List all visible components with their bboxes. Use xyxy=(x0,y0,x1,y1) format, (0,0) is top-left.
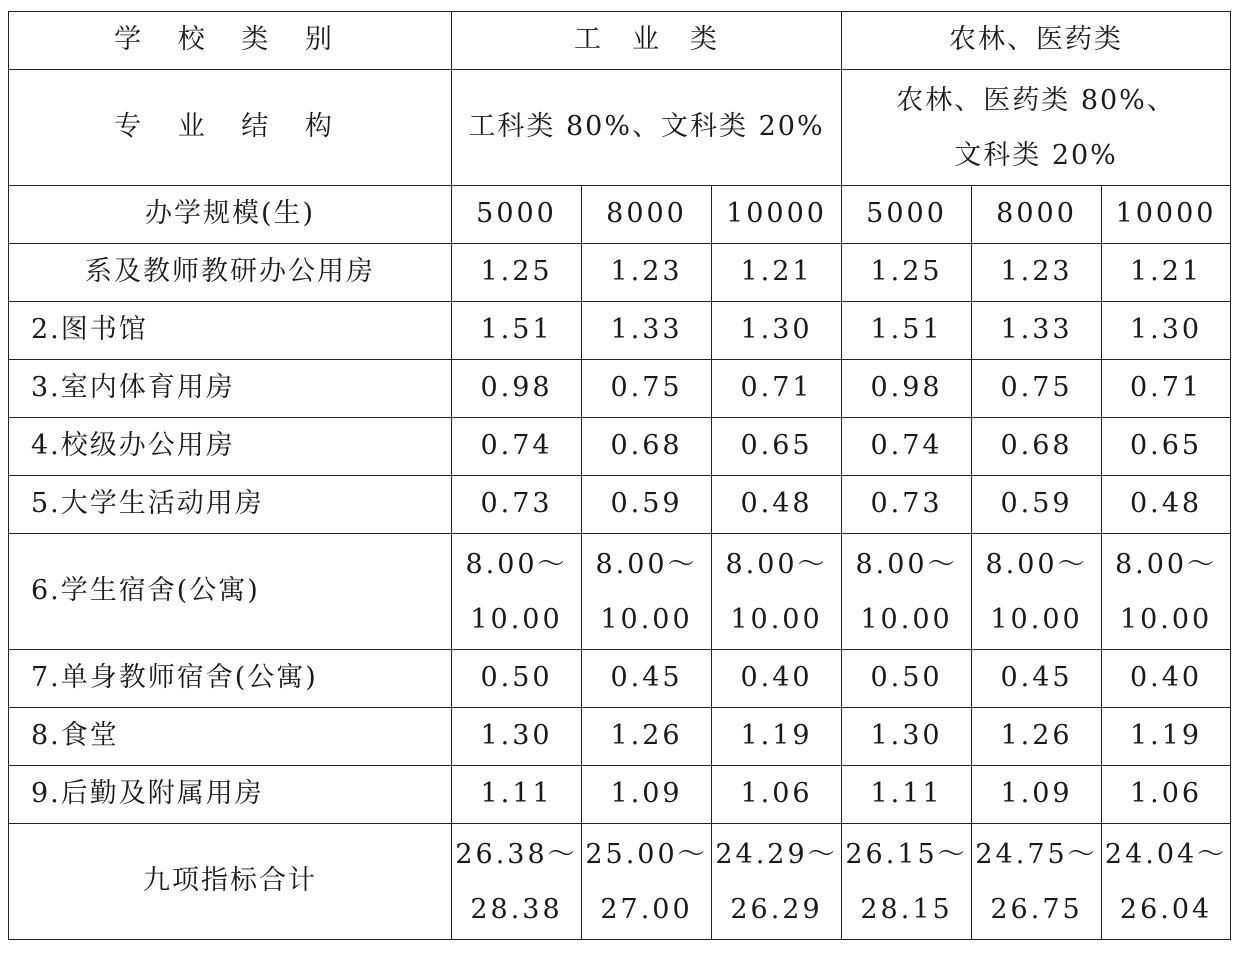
scale-label: 办学规模(生) xyxy=(9,186,452,244)
value-cell: 1.06 xyxy=(712,766,842,824)
table-row xyxy=(9,302,1231,360)
school-type-label: 学 校 类 别 xyxy=(9,12,452,70)
scale-cell: 10000 xyxy=(1102,186,1231,244)
indicator-table-frame xyxy=(8,11,1230,957)
value-cell: 0.71 xyxy=(712,360,842,418)
row-label: 7.单身教师宿舍(公寓) xyxy=(9,650,452,708)
value-cell xyxy=(712,824,842,940)
value-cell: 1.11 xyxy=(842,766,972,824)
value-cell: 0.75 xyxy=(972,360,1102,418)
value-line: 26.75 xyxy=(990,893,1083,925)
value-cell: 1.06 xyxy=(1102,766,1231,824)
value-line: 26.29 xyxy=(730,893,823,925)
value-cell: 1.09 xyxy=(972,766,1102,824)
row-label: 2.图书馆 xyxy=(9,302,452,360)
value-cell: 1.11 xyxy=(452,766,582,824)
value-cell: 0.74 xyxy=(452,418,582,476)
value-cell: 1.30 xyxy=(452,708,582,766)
value-cell: 1.26 xyxy=(582,708,712,766)
value-cell: 0.40 xyxy=(712,650,842,708)
value-cell: 1.30 xyxy=(842,708,972,766)
value-line: 10.00 xyxy=(990,603,1083,635)
value-cell: 1.51 xyxy=(842,302,972,360)
value-cell xyxy=(452,824,582,940)
building-area-indicator-table xyxy=(8,11,1231,940)
value-cell xyxy=(972,534,1102,650)
total-label: 九项指标合计 xyxy=(9,824,452,940)
value-line: 8.00～ xyxy=(855,548,958,580)
total-row xyxy=(9,824,1231,940)
value-line: 10.00 xyxy=(730,603,823,635)
value-line: 8.00～ xyxy=(985,548,1088,580)
value-cell: 0.65 xyxy=(1102,418,1231,476)
value-cell: 1.23 xyxy=(972,244,1102,302)
row-label: 系及教师教研办公用房 xyxy=(9,244,452,302)
value-cell: 0.45 xyxy=(582,650,712,708)
value-cell: 0.59 xyxy=(582,476,712,534)
group-industrial-structure: 工科类 80%、文科类 20% xyxy=(452,70,842,186)
row-label: 9.后勤及附属用房 xyxy=(9,766,452,824)
value-cell: 0.48 xyxy=(712,476,842,534)
table-row xyxy=(9,418,1231,476)
value-cell: 0.65 xyxy=(712,418,842,476)
group-agri-medical-header: 农林、医药类 xyxy=(842,12,1231,70)
value-cell: 1.21 xyxy=(712,244,842,302)
value-cell xyxy=(452,534,582,650)
value-cell: 0.59 xyxy=(972,476,1102,534)
row-label: 6.学生宿舍(公寓) xyxy=(9,534,452,650)
value-cell: 0.45 xyxy=(972,650,1102,708)
value-cell: 1.51 xyxy=(452,302,582,360)
value-line: 26.04 xyxy=(1119,893,1213,925)
value-line: 26.15～ xyxy=(845,838,968,870)
value-line: 10.00 xyxy=(1119,603,1213,635)
value-cell: 1.30 xyxy=(1102,302,1231,360)
scale-cell: 5000 xyxy=(842,186,972,244)
value-cell: 0.73 xyxy=(842,476,972,534)
value-cell: 1.23 xyxy=(582,244,712,302)
value-line: 8.00～ xyxy=(1114,548,1218,580)
value-cell: 0.40 xyxy=(1102,650,1231,708)
structure-line-2: 文科类 20% xyxy=(954,139,1118,171)
value-cell: 0.50 xyxy=(452,650,582,708)
value-cell: 0.74 xyxy=(842,418,972,476)
scale-cell: 10000 xyxy=(712,186,842,244)
value-cell: 0.68 xyxy=(582,418,712,476)
value-cell xyxy=(712,534,842,650)
value-cell xyxy=(1102,534,1231,650)
value-cell xyxy=(1102,824,1231,940)
table-row xyxy=(9,650,1231,708)
value-cell: 0.75 xyxy=(582,360,712,418)
value-line: 24.29～ xyxy=(715,838,838,870)
table-row xyxy=(9,534,1231,650)
value-line: 10.00 xyxy=(860,603,953,635)
table-row xyxy=(9,360,1231,418)
value-line: 10.00 xyxy=(600,603,693,635)
table-row xyxy=(9,476,1231,534)
row-label: 8.食堂 xyxy=(9,708,452,766)
table-row xyxy=(9,708,1231,766)
value-line: 8.00～ xyxy=(465,548,568,580)
value-cell: 1.30 xyxy=(712,302,842,360)
value-cell xyxy=(582,824,712,940)
table-row xyxy=(9,244,1231,302)
row-label: 4.校级办公用房 xyxy=(9,418,452,476)
value-cell: 0.98 xyxy=(842,360,972,418)
value-cell: 0.50 xyxy=(842,650,972,708)
value-cell xyxy=(582,534,712,650)
value-cell: 1.21 xyxy=(1102,244,1231,302)
row-label: 3.室内体育用房 xyxy=(9,360,452,418)
value-cell: 1.25 xyxy=(452,244,582,302)
value-cell xyxy=(842,534,972,650)
value-line: 24.75～ xyxy=(975,838,1098,870)
row-label: 5.大学生活动用房 xyxy=(9,476,452,534)
value-cell xyxy=(842,824,972,940)
value-cell: 0.68 xyxy=(972,418,1102,476)
value-cell xyxy=(972,824,1102,940)
table-row xyxy=(9,766,1231,824)
header-row-scale xyxy=(9,186,1231,244)
value-line: 27.00 xyxy=(600,893,693,925)
structure-line-1: 农林、医药类 80%、 xyxy=(896,84,1176,116)
header-row-school-type xyxy=(9,12,1231,70)
value-cell: 1.25 xyxy=(842,244,972,302)
value-line: 28.15 xyxy=(860,893,953,925)
value-line: 8.00～ xyxy=(725,548,828,580)
header-row-major-structure xyxy=(9,70,1231,186)
value-line: 24.04～ xyxy=(1104,838,1228,870)
value-cell: 0.71 xyxy=(1102,360,1231,418)
value-cell: 1.09 xyxy=(582,766,712,824)
value-line: 28.38 xyxy=(470,893,563,925)
major-structure-label: 专 业 结 构 xyxy=(9,70,452,186)
value-line: 8.00～ xyxy=(595,548,698,580)
value-line: 10.00 xyxy=(470,603,563,635)
value-line: 26.38～ xyxy=(455,838,578,870)
value-cell: 0.48 xyxy=(1102,476,1231,534)
value-cell: 0.73 xyxy=(452,476,582,534)
value-cell: 1.19 xyxy=(1102,708,1231,766)
scale-cell: 8000 xyxy=(972,186,1102,244)
group-industrial-header: 工 业 类 xyxy=(452,12,842,70)
value-cell: 1.19 xyxy=(712,708,842,766)
value-cell: 0.98 xyxy=(452,360,582,418)
scale-cell: 5000 xyxy=(452,186,582,244)
table-body xyxy=(9,244,1231,940)
value-cell: 1.33 xyxy=(972,302,1102,360)
value-cell: 1.33 xyxy=(582,302,712,360)
value-cell: 1.26 xyxy=(972,708,1102,766)
group-agri-medical-structure xyxy=(842,70,1231,186)
scale-cell: 8000 xyxy=(582,186,712,244)
value-line: 25.00～ xyxy=(585,838,708,870)
